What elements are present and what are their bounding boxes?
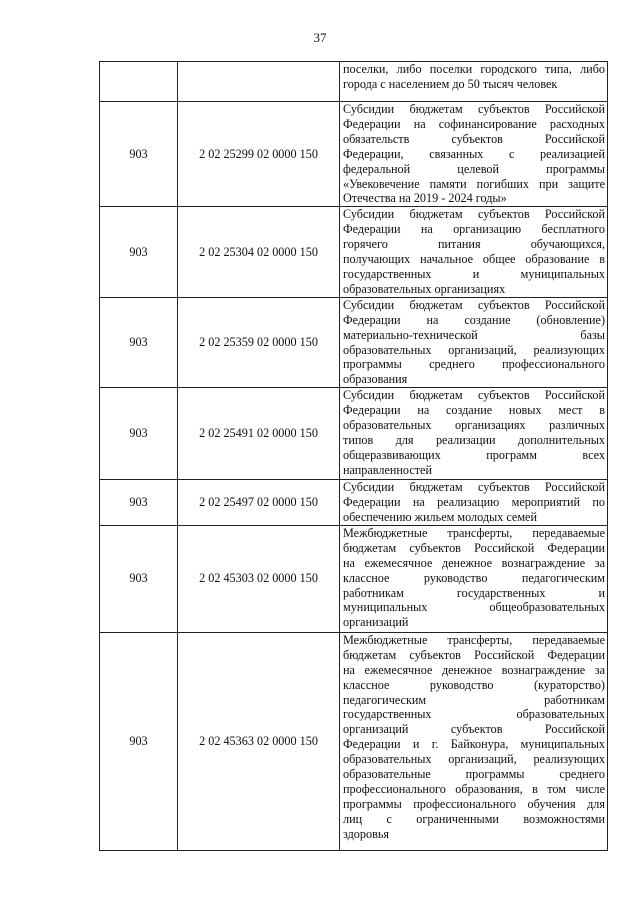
description-line: классное руководство педагогическим (343, 570, 605, 585)
description-line: бюджетам субъектов Российской Федерации (343, 540, 605, 555)
revenue-description-cell (340, 388, 608, 480)
description-line: «Увековечение памяти погибших при защите (343, 176, 605, 191)
description-line: Межбюджетные трансферты, передаваемые (343, 632, 605, 647)
budget-classification-code-cell: 2 02 25299 02 0000 150 (178, 102, 340, 207)
description-line: классное руководство (кураторство) (343, 677, 605, 692)
admin-code-cell: 903 (100, 388, 178, 480)
description-line: программы профессионального обучения для (343, 796, 605, 811)
description-line: образовательных организациях (343, 281, 506, 296)
page-number: 37 (313, 30, 327, 45)
table-row (100, 388, 608, 480)
description-line: Федерации на создание (обновление) (343, 312, 605, 327)
description-line: общеразвивающих программ всех (343, 447, 605, 462)
budget-classification-code-cell: 2 02 25304 02 0000 150 (178, 207, 340, 297)
description-line: образовательные программы среднего (343, 767, 605, 782)
table-row (100, 525, 608, 632)
description-line: получающих начальное общее образование в (343, 252, 605, 267)
description-line: педагогическим работникам (343, 692, 605, 707)
admin-code-cell: 903 (100, 480, 178, 526)
description-line: организаций субъектов Российской (343, 722, 605, 737)
budget-classification-code-cell: 2 02 45363 02 0000 150 (178, 632, 340, 850)
description-line: обязательств субъектов Российской (343, 131, 605, 146)
revenue-description-cell (340, 207, 608, 297)
description-line: лиц с ограниченными возможностями (343, 811, 605, 826)
table-body (100, 62, 608, 851)
description-line: горячего питания обучающихся, (343, 237, 605, 252)
table-row (100, 102, 608, 207)
admin-code-cell: 903 (100, 297, 178, 387)
table-row (100, 62, 608, 102)
admin-code-cell: 903 (100, 102, 178, 207)
description-line: здоровья (343, 826, 389, 841)
description-line: образования (343, 372, 408, 387)
table-row (100, 632, 608, 850)
description-line: типов для реализации дополнительных (343, 432, 605, 447)
description-line: муниципальных общеобразовательных (343, 600, 605, 615)
table-row (100, 207, 608, 297)
description-line: образовательных организаций, реализующих (343, 752, 605, 767)
admin-code-cell: 903 (100, 525, 178, 632)
admin-code-cell: 903 (100, 632, 178, 850)
description-line: организаций (343, 615, 409, 630)
revenue-description-cell (340, 297, 608, 387)
revenue-description-cell (340, 102, 608, 207)
description-line: профессионального образования, в том числе (343, 782, 605, 796)
description-line: Межбюджетные трансферты, передаваемые (343, 525, 605, 540)
description-line: Субсидии бюджетам субъектов Российской (343, 102, 605, 116)
description-line: Федерации на создание новых мест в (343, 403, 605, 418)
description-line: Федерации и г. Байконура, муниципальных (343, 737, 605, 752)
description-line: обеспечению жильем молодых семей (343, 510, 537, 525)
description-line: программы среднего профессионального (343, 357, 605, 372)
description-line: города с населением до 50 тысяч человек (343, 76, 558, 91)
description-line: государственных образовательных (343, 707, 605, 722)
description-line: работникам государственных и (343, 585, 605, 600)
description-line: федеральной целевой программы (343, 161, 605, 176)
description-line: бюджетам субъектов Российской Федерации (343, 647, 605, 662)
description-line: направленностей (343, 462, 432, 477)
description-line: Отечества на 2019 - 2024 годы» (343, 191, 507, 206)
budget-classification-code-cell: 2 02 25491 02 0000 150 (178, 388, 340, 480)
description-line: Федерации на реализацию мероприятий по (343, 495, 605, 510)
revenue-description-cell (340, 62, 608, 102)
table-row (100, 297, 608, 387)
table-row (100, 480, 608, 526)
budget-classification-code-cell (178, 62, 340, 102)
description-line: Субсидии бюджетам субъектов Российской (343, 297, 605, 312)
description-line: Субсидии бюджетам субъектов Российской (343, 480, 605, 495)
description-line: Федерации на софинансирование расходных (343, 116, 605, 131)
revenue-description-cell (340, 632, 608, 850)
description-line: на ежемесячное денежное вознаграждение за (343, 662, 605, 677)
description-line: материально-технической базы (343, 327, 605, 342)
description-line: образовательных организациях различных (343, 418, 605, 433)
description-line: образовательных организаций, реализующих (343, 342, 605, 357)
description-line: государственных и муниципальных (343, 266, 605, 281)
description-line: Субсидии бюджетам субъектов Российской (343, 207, 605, 222)
revenue-description-cell (340, 525, 608, 632)
description-line: Федерации на организацию бесплатного (343, 222, 605, 237)
description-line: поселки, либо поселки городского типа, либо (343, 62, 605, 76)
description-line: на ежемесячное денежное вознаграждение за (343, 555, 605, 570)
budget-classification-code-cell: 2 02 25359 02 0000 150 (178, 297, 340, 387)
description-line: Субсидии бюджетам субъектов Российской (343, 388, 605, 403)
budget-classification-code-cell: 2 02 45303 02 0000 150 (178, 525, 340, 632)
admin-code-cell: 903 (100, 207, 178, 297)
revenue-description-cell (340, 480, 608, 526)
description-line: Федерации, связанных с реализацией (343, 146, 605, 161)
admin-code-cell (100, 62, 178, 102)
budget-revenue-table (99, 61, 608, 851)
budget-classification-code-cell: 2 02 25497 02 0000 150 (178, 480, 340, 526)
